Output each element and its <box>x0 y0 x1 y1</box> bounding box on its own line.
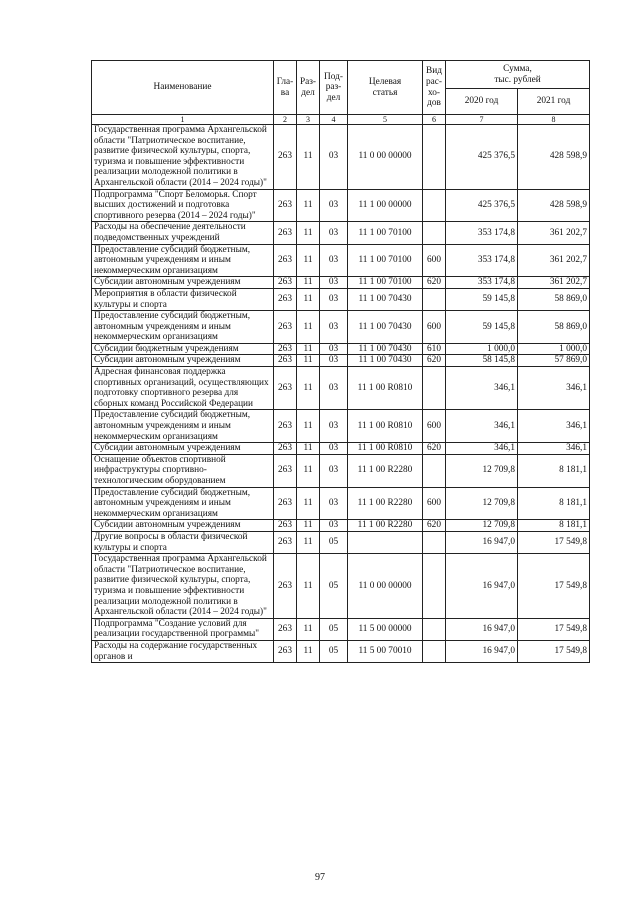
row-amount-2020: 59 145,8 <box>446 311 518 344</box>
row-amount-2020: 353 174,8 <box>446 244 518 277</box>
row-subsection: 03 <box>320 189 348 222</box>
row-section: 11 <box>297 618 320 640</box>
row-name: Другие вопросы в области физической культуры и спорта <box>92 531 274 553</box>
row-target-article: 11 1 00 R2280 <box>348 487 423 520</box>
row-name: Расходы на обеспечение деятельности подведомственных учреждений <box>92 222 274 244</box>
row-amount-2020: 12 709,8 <box>446 520 518 532</box>
table-row <box>92 618 590 640</box>
row-subsection: 03 <box>320 487 348 520</box>
row-expense-type: 600 <box>423 244 446 277</box>
table-row <box>92 443 590 455</box>
row-name: Субсидии автономным учреждениям <box>92 355 274 367</box>
row-amount-2021: 17 549,8 <box>518 640 590 662</box>
row-name: Оснащение объектов спортивной инфраструктуры спортивно-технологическим оборудованием <box>92 454 274 487</box>
row-section: 11 <box>297 189 320 222</box>
row-amount-2020: 353 174,8 <box>446 277 518 289</box>
row-chapter: 263 <box>274 487 297 520</box>
row-amount-2021: 428 598,9 <box>518 125 590 190</box>
row-target-article: 11 5 00 70010 <box>348 640 423 662</box>
row-subsection: 05 <box>320 554 348 619</box>
row-section: 11 <box>297 367 320 410</box>
row-name: Субсидии автономным учреждениям <box>92 520 274 532</box>
row-expense-type <box>423 640 446 662</box>
row-amount-2021: 8 181,1 <box>518 520 590 532</box>
row-subsection: 05 <box>320 640 348 662</box>
row-section: 11 <box>297 554 320 619</box>
row-amount-2020: 346,1 <box>446 367 518 410</box>
row-chapter: 263 <box>274 125 297 190</box>
row-subsection: 03 <box>320 277 348 289</box>
page-number: 97 <box>315 872 325 883</box>
row-chapter: 263 <box>274 454 297 487</box>
row-amount-2020: 346,1 <box>446 443 518 455</box>
row-expense-type <box>423 531 446 553</box>
row-name: Подпрограмма "Спорт Беломорья. Спорт высших достижений и подготовка спортивного резерва (2014 – 2024 годы)" <box>92 189 274 222</box>
row-amount-2021: 8 181,1 <box>518 454 590 487</box>
row-subsection: 03 <box>320 288 348 310</box>
table-row <box>92 125 590 190</box>
row-chapter: 263 <box>274 244 297 277</box>
row-chapter: 263 <box>274 355 297 367</box>
row-amount-2021: 17 549,8 <box>518 531 590 553</box>
row-target-article: 11 1 00 R0810 <box>348 410 423 443</box>
header-section: Раз- дел <box>297 61 320 115</box>
row-chapter: 263 <box>274 222 297 244</box>
row-subsection: 05 <box>320 531 348 553</box>
row-name: Подпрограмма "Создание условий для реализации государственной программы" <box>92 618 274 640</box>
row-amount-2020: 425 376,5 <box>446 125 518 190</box>
row-section: 11 <box>297 640 320 662</box>
row-subsection: 03 <box>320 125 348 190</box>
row-expense-type <box>423 618 446 640</box>
table-body <box>92 125 590 663</box>
row-amount-2021: 361 202,7 <box>518 222 590 244</box>
row-name: Предоставление субсидий бюджетным, автономным учреждениям и иным некоммерческим организациям <box>92 487 274 520</box>
table-row <box>92 343 590 355</box>
row-chapter: 263 <box>274 640 297 662</box>
row-expense-type: 620 <box>423 443 446 455</box>
row-target-article: 11 1 00 70100 <box>348 222 423 244</box>
row-name: Субсидии автономным учреждениям <box>92 443 274 455</box>
row-subsection: 03 <box>320 520 348 532</box>
row-amount-2021: 346,1 <box>518 443 590 455</box>
table-row <box>92 640 590 662</box>
row-amount-2021: 346,1 <box>518 410 590 443</box>
row-name: Предоставление субсидий бюджетным, автономным учреждениям и иным некоммерческим организациям <box>92 311 274 344</box>
row-expense-type <box>423 189 446 222</box>
row-amount-2020: 12 709,8 <box>446 454 518 487</box>
header-chapter: Гла- ва <box>274 61 297 115</box>
row-target-article <box>348 531 423 553</box>
row-target-article: 11 1 00 70430 <box>348 311 423 344</box>
row-target-article: 11 1 00 R0810 <box>348 367 423 410</box>
row-subsection: 03 <box>320 443 348 455</box>
row-chapter: 263 <box>274 531 297 553</box>
row-target-article: 11 1 00 70430 <box>348 343 423 355</box>
row-subsection: 03 <box>320 343 348 355</box>
table-row <box>92 554 590 619</box>
row-amount-2021: 17 549,8 <box>518 618 590 640</box>
row-expense-type: 600 <box>423 410 446 443</box>
column-number: 2 <box>274 115 297 125</box>
column-number: 1 <box>92 115 274 125</box>
row-amount-2021: 346,1 <box>518 367 590 410</box>
header-subsection: Под- раз- дел <box>320 61 348 115</box>
table-row <box>92 410 590 443</box>
row-subsection: 03 <box>320 222 348 244</box>
row-subsection: 03 <box>320 410 348 443</box>
row-amount-2021: 57 869,0 <box>518 355 590 367</box>
row-subsection: 03 <box>320 355 348 367</box>
row-amount-2020: 1 000,0 <box>446 343 518 355</box>
row-name: Адресная финансовая поддержка спортивных организаций, осуществляющих подготовку спортивного резерва для сборных команд Российской Федерации <box>92 367 274 410</box>
row-amount-2021: 1 000,0 <box>518 343 590 355</box>
row-subsection: 03 <box>320 367 348 410</box>
row-section: 11 <box>297 454 320 487</box>
column-number: 8 <box>518 115 590 125</box>
row-section: 11 <box>297 355 320 367</box>
row-section: 11 <box>297 311 320 344</box>
row-amount-2021: 361 202,7 <box>518 244 590 277</box>
row-expense-type <box>423 554 446 619</box>
header-year-2021: 2021 год <box>518 89 590 115</box>
row-expense-type <box>423 367 446 410</box>
header-name: Наименование <box>92 61 274 115</box>
row-amount-2021: 17 549,8 <box>518 554 590 619</box>
row-chapter: 263 <box>274 189 297 222</box>
table-row <box>92 520 590 532</box>
table-row <box>92 189 590 222</box>
table-row <box>92 531 590 553</box>
row-expense-type <box>423 125 446 190</box>
row-subsection: 03 <box>320 454 348 487</box>
row-subsection: 03 <box>320 311 348 344</box>
row-amount-2020: 353 174,8 <box>446 222 518 244</box>
row-chapter: 263 <box>274 520 297 532</box>
row-name: Субсидии автономным учреждениям <box>92 277 274 289</box>
row-section: 11 <box>297 487 320 520</box>
row-section: 11 <box>297 443 320 455</box>
row-amount-2020: 16 947,0 <box>446 531 518 553</box>
row-amount-2021: 8 181,1 <box>518 487 590 520</box>
row-target-article: 11 1 00 00000 <box>348 189 423 222</box>
row-target-article: 11 1 00 70100 <box>348 244 423 277</box>
row-target-article: 11 1 00 70430 <box>348 288 423 310</box>
row-target-article: 11 0 00 00000 <box>348 125 423 190</box>
row-expense-type: 600 <box>423 487 446 520</box>
row-section: 11 <box>297 288 320 310</box>
row-target-article: 11 1 00 R2280 <box>348 454 423 487</box>
row-section: 11 <box>297 277 320 289</box>
table-row <box>92 222 590 244</box>
row-section: 11 <box>297 343 320 355</box>
row-section: 11 <box>297 222 320 244</box>
column-number-row <box>92 115 590 125</box>
header-target-article: Целевая статья <box>348 61 423 115</box>
row-expense-type <box>423 222 446 244</box>
table-row <box>92 244 590 277</box>
row-amount-2020: 425 376,5 <box>446 189 518 222</box>
row-target-article: 11 1 00 R0810 <box>348 443 423 455</box>
row-section: 11 <box>297 244 320 277</box>
column-number: 6 <box>423 115 446 125</box>
row-amount-2021: 428 598,9 <box>518 189 590 222</box>
row-chapter: 263 <box>274 311 297 344</box>
row-chapter: 263 <box>274 367 297 410</box>
row-name: Государственная программа Архангельской области "Патриотическое воспитание, развитие физической культуры, спорта, туризма и повышение эффективности реализации молодежной политики в Архангельской области (2014 – 2024 годы)" <box>92 125 274 190</box>
column-number: 4 <box>320 115 348 125</box>
row-target-article: 11 1 00 70430 <box>348 355 423 367</box>
row-section: 11 <box>297 520 320 532</box>
row-amount-2020: 58 145,8 <box>446 355 518 367</box>
row-name: Предоставление субсидий бюджетным, автономным учреждениям и иным некоммерческим организациям <box>92 244 274 277</box>
row-target-article: 11 5 00 00000 <box>348 618 423 640</box>
column-number: 5 <box>348 115 423 125</box>
row-amount-2021: 58 869,0 <box>518 311 590 344</box>
row-chapter: 263 <box>274 554 297 619</box>
row-expense-type: 620 <box>423 355 446 367</box>
row-chapter: 263 <box>274 343 297 355</box>
table-row <box>92 311 590 344</box>
column-number: 3 <box>297 115 320 125</box>
row-target-article: 11 1 00 70100 <box>348 277 423 289</box>
row-subsection: 03 <box>320 244 348 277</box>
row-target-article: 11 0 00 00000 <box>348 554 423 619</box>
table-row <box>92 288 590 310</box>
row-chapter: 263 <box>274 277 297 289</box>
budget-table <box>91 60 590 663</box>
row-chapter: 263 <box>274 618 297 640</box>
row-amount-2020: 16 947,0 <box>446 640 518 662</box>
row-chapter: 263 <box>274 410 297 443</box>
table-row <box>92 487 590 520</box>
row-section: 11 <box>297 531 320 553</box>
row-section: 11 <box>297 125 320 190</box>
row-subsection: 05 <box>320 618 348 640</box>
table-row <box>92 454 590 487</box>
row-section: 11 <box>297 410 320 443</box>
row-name: Расходы на содержание государственных органов и <box>92 640 274 662</box>
row-amount-2020: 16 947,0 <box>446 554 518 619</box>
row-amount-2020: 16 947,0 <box>446 618 518 640</box>
row-amount-2020: 12 709,8 <box>446 487 518 520</box>
table-row <box>92 277 590 289</box>
row-expense-type <box>423 288 446 310</box>
header-expense-type: Вид рас- хо- дов <box>423 61 446 115</box>
row-expense-type <box>423 454 446 487</box>
row-name: Предоставление субсидий бюджетным, автономным учреждениям и иным некоммерческим организациям <box>92 410 274 443</box>
row-expense-type: 600 <box>423 311 446 344</box>
row-amount-2020: 59 145,8 <box>446 288 518 310</box>
row-amount-2021: 58 869,0 <box>518 288 590 310</box>
header-sum: Сумма, тыс. рублей <box>446 61 590 89</box>
row-expense-type: 620 <box>423 520 446 532</box>
budget-sheet <box>91 60 589 663</box>
row-expense-type: 620 <box>423 277 446 289</box>
row-name: Субсидии бюджетным учреждениям <box>92 343 274 355</box>
table-row <box>92 355 590 367</box>
column-number: 7 <box>446 115 518 125</box>
row-amount-2020: 346,1 <box>446 410 518 443</box>
row-name: Мероприятия в области физической культуры и спорта <box>92 288 274 310</box>
row-name: Государственная программа Архангельской области "Патриотическое воспитание, развитие физической культуры, спорта, туризма и повышение эффективности реализации молодежной политики в Архангельской области (2014 – 2024 годы)" <box>92 554 274 619</box>
header-year-2020: 2020 год <box>446 89 518 115</box>
row-amount-2021: 361 202,7 <box>518 277 590 289</box>
row-target-article: 11 1 00 R2280 <box>348 520 423 532</box>
table-row <box>92 367 590 410</box>
row-expense-type: 610 <box>423 343 446 355</box>
row-chapter: 263 <box>274 288 297 310</box>
row-chapter: 263 <box>274 443 297 455</box>
